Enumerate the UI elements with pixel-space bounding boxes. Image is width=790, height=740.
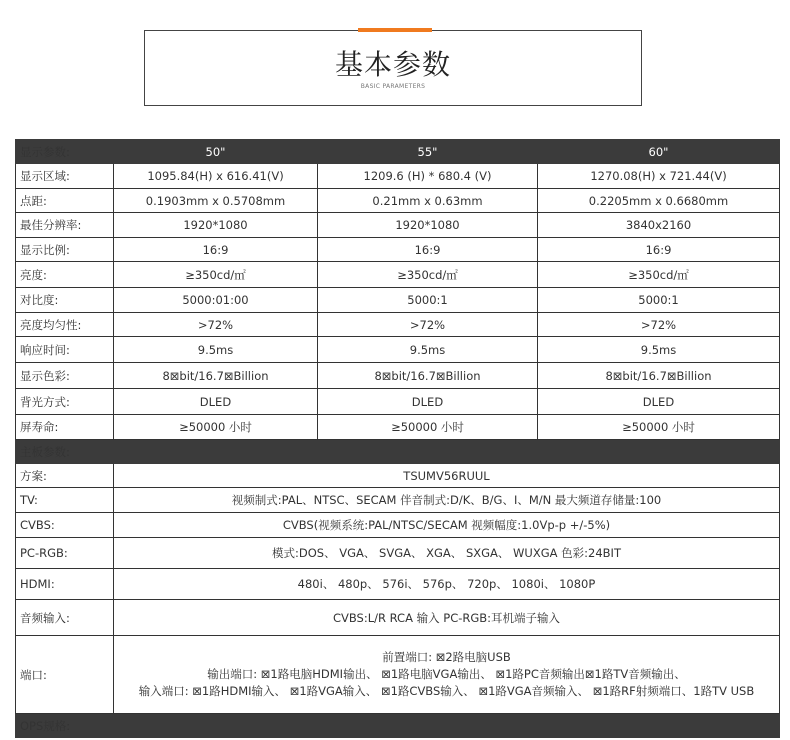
cell-value: 5000:01:00 (114, 288, 318, 313)
row-label: CVBS: (16, 513, 114, 538)
table-row (16, 569, 780, 600)
cell-value: 1095.84(H) x 616.41(V) (114, 164, 318, 189)
section-label-ops: OPS规格: (16, 714, 780, 738)
row-label: TV: (16, 488, 114, 513)
size-header-60: 60" (538, 140, 780, 164)
cell-value: >72% (114, 313, 318, 337)
table-row (16, 164, 780, 189)
page-title: 基本参数 (334, 48, 451, 81)
page-subtitle: BASIC PARAMETERS (360, 83, 426, 90)
cell-value: 0.1903mm x 0.5708mm (114, 189, 318, 213)
cell-value: ≥50000 小时 (114, 415, 318, 440)
row-label: 方案: (16, 464, 114, 488)
display-section-header (16, 140, 780, 164)
table-row (16, 389, 780, 415)
row-label: 亮度: (16, 262, 114, 288)
table-row (16, 600, 780, 636)
row-label: 最佳分辨率: (16, 213, 114, 238)
cell-value: DLED (114, 389, 318, 415)
cell-value: 9.5ms (114, 337, 318, 363)
row-label: 响应时间: (16, 337, 114, 363)
cell-value: CVBS:L/R RCA 输入 PC-RGB:耳机端子输入 (114, 600, 780, 636)
section-label-display: 显示参数: (16, 140, 114, 164)
table-row (16, 213, 780, 238)
cell-value: TSUMV56RUUL (114, 464, 780, 488)
cell-value: ≥350cd/㎡ (538, 262, 780, 288)
cell-value: CVBS(视频系统:PAL/NTSC/SECAM 视频幅度:1.0Vp-p +/-5%) (114, 513, 780, 538)
row-label: 背光方式: (16, 389, 114, 415)
cell-value: 16:9 (114, 238, 318, 262)
section-label-mainboard: 主板参数: (16, 440, 780, 464)
title-box (144, 30, 642, 106)
cell-value: ≥350cd/㎡ (114, 262, 318, 288)
table-row (16, 313, 780, 337)
cell-value: 9.5ms (318, 337, 538, 363)
row-label: 音频输入: (16, 600, 114, 636)
cell-value: 480i、 480p、 576i、 576p、 720p、 1080i、 1080P (114, 569, 780, 600)
row-label: PC-RGB: (16, 538, 114, 569)
table-row (16, 262, 780, 288)
table-row (16, 538, 780, 569)
size-header-50: 50" (114, 140, 318, 164)
cell-value: 0.21mm x 0.63mm (318, 189, 538, 213)
row-label: 对比度: (16, 288, 114, 313)
cell-value: ≥50000 小时 (538, 415, 780, 440)
ports-output-line: 输出端口: ⊠1路电脑HDMI输出、 ⊠1路电脑VGA输出、 ⊠1路PC音频输出⊠1路TV音频输出、 (207, 667, 686, 681)
table-row (16, 288, 780, 313)
cell-value: 模式:DOS、 VGA、 SVGA、 XGA、 SXGA、 WUXGA 色彩:24BIT (114, 538, 780, 569)
cell-value: DLED (318, 389, 538, 415)
ports-cell (114, 636, 780, 714)
table-row (16, 488, 780, 513)
row-label: 显示区域: (16, 164, 114, 189)
cell-value: 1270.08(H) x 721.44(V) (538, 164, 780, 189)
cell-value: DLED (538, 389, 780, 415)
cell-value: 0.2205mm x 0.6680mm (538, 189, 780, 213)
cell-value: 8⊠bit/16.7⊠Billion (318, 363, 538, 389)
cell-value: >72% (318, 313, 538, 337)
row-label: 屏寿命: (16, 415, 114, 440)
cell-value: 1209.6 (H) * 680.4 (V) (318, 164, 538, 189)
table-row (16, 513, 780, 538)
ops-section-header (16, 714, 780, 738)
size-header-55: 55" (318, 140, 538, 164)
cell-value: 8⊠bit/16.7⊠Billion (538, 363, 780, 389)
cell-value: 3840x2160 (538, 213, 780, 238)
cell-value: 16:9 (318, 238, 538, 262)
cell-value: >72% (538, 313, 780, 337)
cell-value: 1920*1080 (318, 213, 538, 238)
cell-value: 5000:1 (538, 288, 780, 313)
cell-value: 9.5ms (538, 337, 780, 363)
table-row (16, 363, 780, 389)
row-label: 亮度均匀性: (16, 313, 114, 337)
table-row (16, 337, 780, 363)
row-label: HDMI: (16, 569, 114, 600)
ports-front-line: 前置端口: ⊠2路电脑USB (382, 650, 511, 664)
cell-value: 5000:1 (318, 288, 538, 313)
ports-input-line: 输入端口: ⊠1路HDMI输入、 ⊠1路VGA输入、 ⊠1路CVBS输入、 ⊠1路VGA音频输入、 ⊠1路RF射频端口、1路TV USB (138, 684, 755, 698)
table-row (16, 238, 780, 262)
table-row (16, 464, 780, 488)
cell-value: 8⊠bit/16.7⊠Billion (114, 363, 318, 389)
cell-value: 1920*1080 (114, 213, 318, 238)
cell-value: ≥50000 小时 (318, 415, 538, 440)
cell-value: 视频制式:PAL、NTSC、SECAM 伴音制式:D/K、B/G、I、M/N 最大频道存储量:100 (114, 488, 780, 513)
ports-row (16, 636, 780, 714)
cell-value: ≥350cd/㎡ (318, 262, 538, 288)
row-label: 显示色彩: (16, 363, 114, 389)
row-label-ports: 端口: (16, 636, 114, 714)
table-row (16, 415, 780, 440)
mainboard-section-header (16, 440, 780, 464)
row-label: 点距: (16, 189, 114, 213)
row-label: 显示比例: (16, 238, 114, 262)
cell-value: 16:9 (538, 238, 780, 262)
table-row (16, 189, 780, 213)
spec-table (15, 139, 780, 738)
title-accent-bar (358, 28, 432, 32)
